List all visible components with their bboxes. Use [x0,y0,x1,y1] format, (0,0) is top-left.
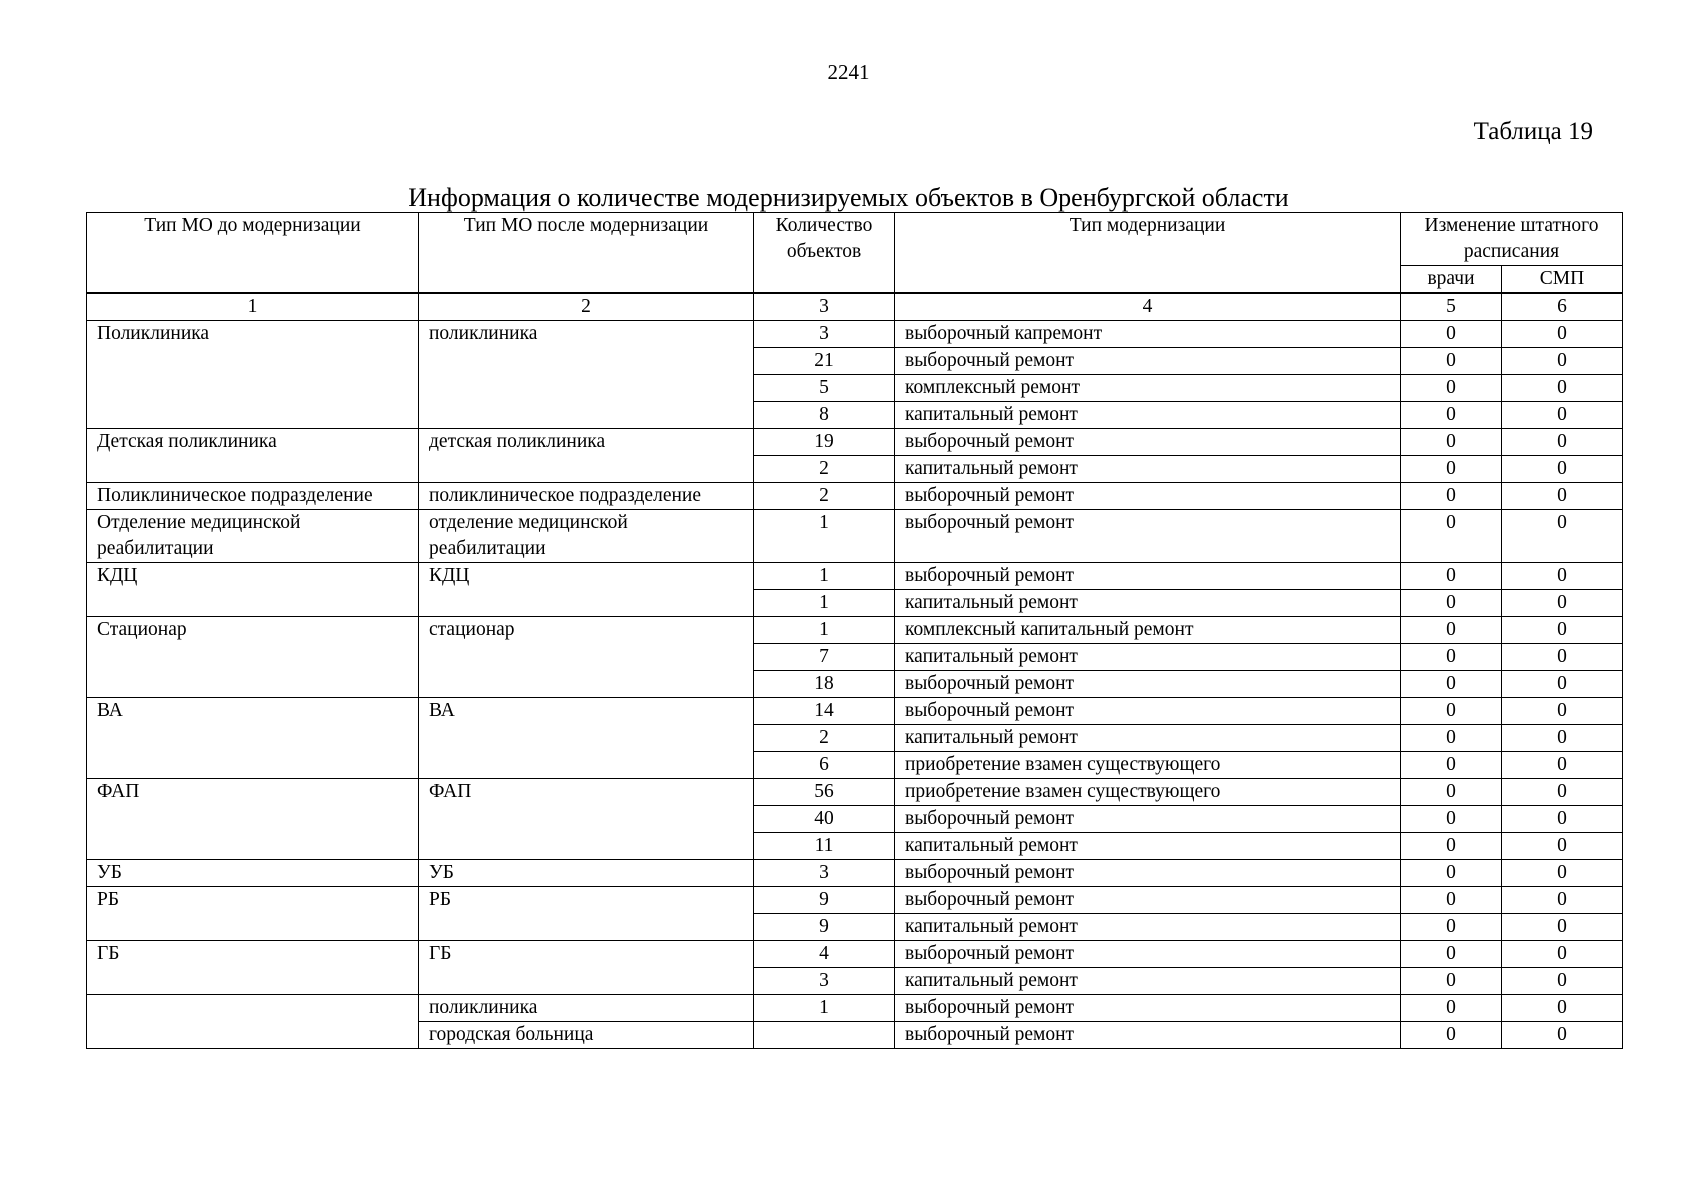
smp-change-cell: 0 [1502,510,1623,563]
doctors-change-cell: 0 [1401,725,1502,752]
doctors-change-cell: 0 [1401,510,1502,563]
header-modernization-type: Тип модернизации [895,213,1401,294]
doctors-change-cell: 0 [1401,833,1502,860]
table-label: Таблица 19 [1473,118,1593,145]
header-smp: СМП [1502,266,1623,294]
smp-change-cell: 0 [1502,833,1623,860]
modernization-type-cell: выборочный ремонт [895,429,1401,456]
smp-change-cell: 0 [1502,321,1623,348]
smp-change-cell: 0 [1502,375,1623,402]
modernization-type-cell: приобретение взамен существующего [895,779,1401,806]
modernization-type-cell: выборочный ремонт [895,563,1401,590]
table-row [87,995,1623,1022]
object-count-cell: 3 [754,968,895,995]
object-count-cell: 2 [754,725,895,752]
type-before-cell: ФАП [87,779,419,860]
type-before-cell: Поликлиника [87,321,419,429]
modernization-type-cell: выборочный ремонт [895,510,1401,563]
modernization-type-cell: выборочный ремонт [895,806,1401,833]
modernization-type-cell: выборочный капремонт [895,321,1401,348]
type-before-cell: Детская поликлиника [87,429,419,483]
modernization-type-cell: выборочный ремонт [895,860,1401,887]
table-row [87,887,1623,914]
object-count-cell: 14 [754,698,895,725]
modernization-type-cell: выборочный ремонт [895,941,1401,968]
type-after-cell: городская больница [419,1022,754,1049]
doctors-change-cell: 0 [1401,563,1502,590]
smp-change-cell: 0 [1502,429,1623,456]
doctors-change-cell: 0 [1401,941,1502,968]
object-count-cell [754,1022,895,1049]
smp-change-cell: 0 [1502,806,1623,833]
object-count-cell: 8 [754,402,895,429]
object-count-cell: 56 [754,779,895,806]
type-before-cell: Стационар [87,617,419,698]
object-count-cell: 5 [754,375,895,402]
type-after-cell: поликлиническое подразделение [419,483,754,510]
modernization-type-cell: капитальный ремонт [895,402,1401,429]
type-after-cell: ГБ [419,941,754,995]
doctors-change-cell: 0 [1401,995,1502,1022]
type-before-cell: УБ [87,860,419,887]
object-count-cell: 11 [754,833,895,860]
object-count-cell: 7 [754,644,895,671]
object-count-cell: 1 [754,510,895,563]
object-count-cell: 40 [754,806,895,833]
modernization-type-cell: капитальный ремонт [895,456,1401,483]
type-after-cell: ВА [419,698,754,779]
object-count-cell: 6 [754,752,895,779]
header-type-before: Тип МО до модернизации [87,213,419,294]
doctors-change-cell: 0 [1401,752,1502,779]
modernization-type-cell: приобретение взамен существующего [895,752,1401,779]
table-row [87,321,1623,348]
type-before-cell: КДЦ [87,563,419,617]
smp-change-cell: 0 [1502,483,1623,510]
modernization-type-cell: капитальный ремонт [895,644,1401,671]
header-object-count: Количество объектов [754,213,895,294]
smp-change-cell: 0 [1502,779,1623,806]
smp-change-cell: 0 [1502,914,1623,941]
object-count-cell: 18 [754,671,895,698]
table-row [87,779,1623,806]
doctors-change-cell: 0 [1401,348,1502,375]
smp-change-cell: 0 [1502,671,1623,698]
table-row [87,563,1623,590]
smp-change-cell: 0 [1502,456,1623,483]
doctors-change-cell: 0 [1401,806,1502,833]
smp-change-cell: 0 [1502,995,1623,1022]
column-index: 5 [1401,293,1502,321]
doctors-change-cell: 0 [1401,779,1502,806]
modernization-type-cell: комплексный ремонт [895,375,1401,402]
type-before-cell: РБ [87,887,419,941]
object-count-cell: 9 [754,887,895,914]
doctors-change-cell: 0 [1401,617,1502,644]
table-row [87,941,1623,968]
modernization-type-cell: капитальный ремонт [895,968,1401,995]
modernization-table [86,212,1623,1049]
modernization-type-cell: капитальный ремонт [895,833,1401,860]
modernization-type-cell: выборочный ремонт [895,995,1401,1022]
type-before-cell: ГБ [87,941,419,995]
column-index: 1 [87,293,419,321]
object-count-cell: 1 [754,590,895,617]
header-staff-change: Изменение штатного расписания [1401,213,1623,266]
type-after-cell: РБ [419,887,754,941]
column-index: 6 [1502,293,1623,321]
smp-change-cell: 0 [1502,941,1623,968]
table-row [87,429,1623,456]
object-count-cell: 19 [754,429,895,456]
modernization-type-cell: выборочный ремонт [895,671,1401,698]
table-body [87,321,1623,1049]
type-after-cell: стационар [419,617,754,698]
column-index: 2 [419,293,754,321]
table-row [87,617,1623,644]
type-after-cell: КДЦ [419,563,754,617]
document-title: Информация о количестве модернизируемых объектов в Оренбургской области [408,183,1289,212]
smp-change-cell: 0 [1502,1022,1623,1049]
object-count-cell: 1 [754,617,895,644]
doctors-change-cell: 0 [1401,1022,1502,1049]
smp-change-cell: 0 [1502,402,1623,429]
doctors-change-cell: 0 [1401,914,1502,941]
doctors-change-cell: 0 [1401,483,1502,510]
doctors-change-cell: 0 [1401,860,1502,887]
smp-change-cell: 0 [1502,563,1623,590]
doctors-change-cell: 0 [1401,456,1502,483]
object-count-cell: 3 [754,321,895,348]
header-doctors: врачи [1401,266,1502,294]
modernization-type-cell: выборочный ремонт [895,1022,1401,1049]
doctors-change-cell: 0 [1401,671,1502,698]
type-after-cell: детская поликлиника [419,429,754,483]
object-count-cell: 3 [754,860,895,887]
smp-change-cell: 0 [1502,348,1623,375]
header-type-after: Тип МО после модернизации [419,213,754,294]
doctors-change-cell: 0 [1401,402,1502,429]
table-row [87,510,1623,563]
doctors-change-cell: 0 [1401,698,1502,725]
doctors-change-cell: 0 [1401,887,1502,914]
smp-change-cell: 0 [1502,725,1623,752]
doctors-change-cell: 0 [1401,590,1502,617]
smp-change-cell: 0 [1502,698,1623,725]
object-count-cell: 21 [754,348,895,375]
modernization-type-cell: капитальный ремонт [895,725,1401,752]
object-count-cell: 2 [754,483,895,510]
column-index: 4 [895,293,1401,321]
doctors-change-cell: 0 [1401,375,1502,402]
doctors-change-cell: 0 [1401,968,1502,995]
modernization-type-cell: выборочный ремонт [895,483,1401,510]
table-row [87,860,1623,887]
smp-change-cell: 0 [1502,644,1623,671]
type-before-cell: ВА [87,698,419,779]
type-before-cell: Поликлиническое подразделение [87,483,419,510]
type-after-cell: поликлиника [419,321,754,429]
modernization-type-cell: комплексный капитальный ремонт [895,617,1401,644]
modernization-type-cell: выборочный ремонт [895,698,1401,725]
smp-change-cell: 0 [1502,887,1623,914]
object-count-cell: 2 [754,456,895,483]
modernization-type-cell: капитальный ремонт [895,914,1401,941]
smp-change-cell: 0 [1502,752,1623,779]
type-after-cell: УБ [419,860,754,887]
object-count-cell: 9 [754,914,895,941]
type-before-cell: Отделение медицинской реабилитации [87,510,419,563]
object-count-cell: 4 [754,941,895,968]
object-count-cell: 1 [754,563,895,590]
modernization-type-cell: капитальный ремонт [895,590,1401,617]
table-row [87,698,1623,725]
smp-change-cell: 0 [1502,968,1623,995]
type-after-cell: ФАП [419,779,754,860]
smp-change-cell: 0 [1502,590,1623,617]
modernization-type-cell: выборочный ремонт [895,887,1401,914]
doctors-change-cell: 0 [1401,321,1502,348]
smp-change-cell: 0 [1502,617,1623,644]
column-index: 3 [754,293,895,321]
type-after-cell: поликлиника [419,995,754,1022]
doctors-change-cell: 0 [1401,429,1502,456]
doctors-change-cell: 0 [1401,644,1502,671]
object-count-cell: 1 [754,995,895,1022]
type-after-cell: отделение медицинской реабилитации [419,510,754,563]
smp-change-cell: 0 [1502,860,1623,887]
modernization-type-cell: выборочный ремонт [895,348,1401,375]
type-before-cell [87,995,419,1049]
page-number: 2241 [827,60,870,84]
table-row [87,483,1623,510]
